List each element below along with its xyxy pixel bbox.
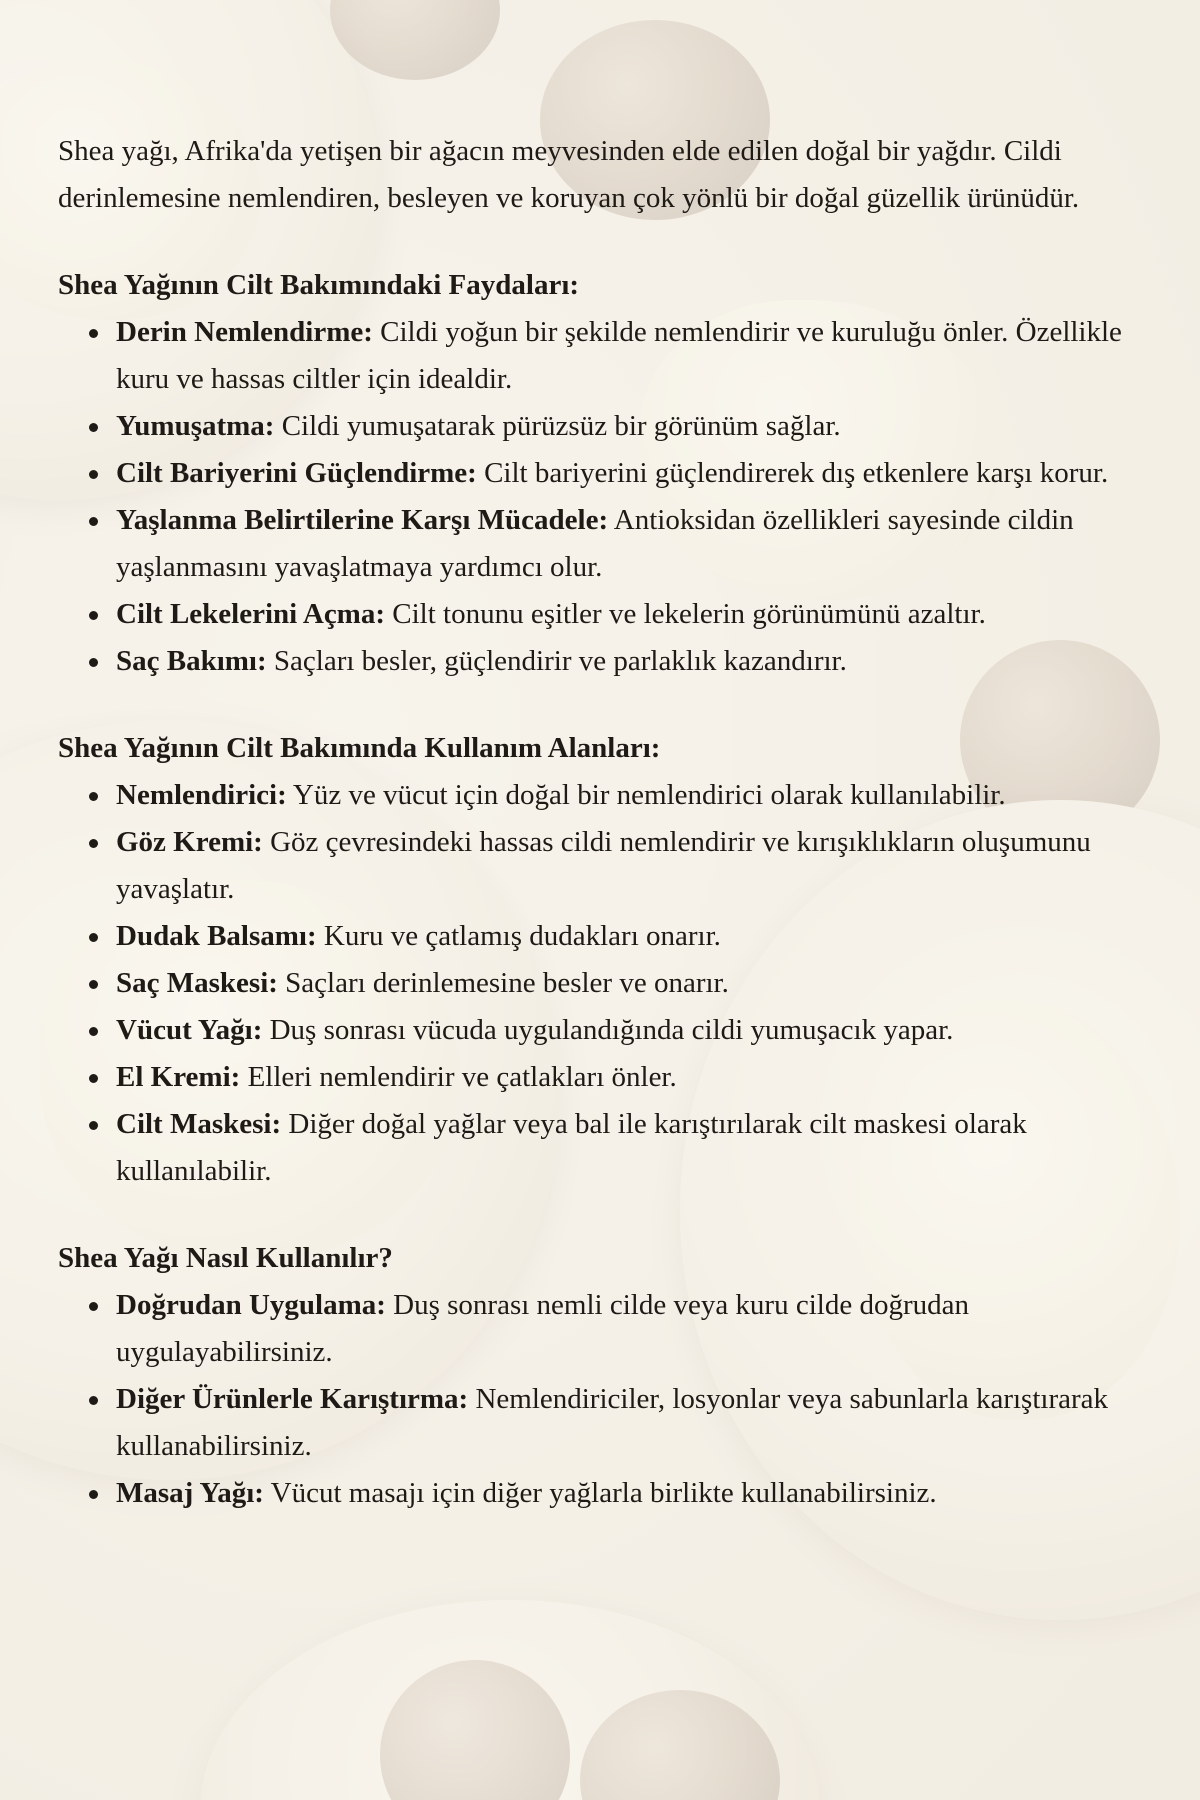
list-item	[116, 497, 1148, 591]
item-term: Yaşlanma Belirtilerine Karşı Mücadele:	[116, 504, 609, 536]
section-heading-how-to-use: Shea Yağı Nasıl Kullanılır?	[58, 1242, 393, 1274]
list-item	[116, 450, 1148, 497]
item-term: El Kremi:	[116, 1061, 241, 1093]
item-term: Saç Bakımı:	[116, 645, 267, 677]
item-term: Göz Kremi:	[116, 826, 263, 858]
item-term: Derin Nemlendirme:	[116, 316, 373, 348]
item-text: Cilt tonunu eşitler ve lekelerin görünümünü azaltır.	[385, 598, 986, 630]
item-text: Saçları derinlemesine besler ve onarır.	[277, 967, 729, 999]
item-text: Diğer doğal yağlar veya bal ile karıştırılarak cilt maskesi olarak kullanılabilir.	[116, 1108, 1027, 1187]
list-item	[116, 403, 1148, 450]
article-content	[58, 128, 1148, 1517]
item-term: Cilt Maskesi:	[116, 1108, 282, 1140]
item-text: Yüz ve vücut için doğal bir nemlendirici olarak kullanılabilir.	[286, 779, 1006, 811]
item-text: Cildi yumuşatarak pürüzsüz bir görünüm sağlar.	[274, 410, 841, 442]
item-text: Duş sonrası vücuda uygulandığında cildi yumuşacık yapar.	[262, 1014, 954, 1046]
list-item	[116, 772, 1148, 819]
item-text: Cilt bariyerini güçlendirerek dış etkenlere karşı korur.	[476, 457, 1109, 489]
item-text: Göz çevresindeki hassas cildi nemlendirir ve kırışıklıkların oluşumunu yavaşlatır.	[116, 826, 1091, 905]
list-item	[116, 1007, 1148, 1054]
item-term: Cilt Lekelerini Açma:	[116, 598, 386, 630]
section-heading-uses: Shea Yağının Cilt Bakımında Kullanım Alanları:	[58, 732, 661, 764]
list-item	[116, 819, 1148, 913]
item-term: Vücut Yağı:	[116, 1014, 263, 1046]
item-term: Masaj Yağı:	[116, 1477, 264, 1509]
list-item	[116, 1376, 1148, 1470]
list-item	[116, 591, 1148, 638]
how-to-use-list	[58, 1282, 1148, 1517]
item-term: Saç Maskesi:	[116, 967, 278, 999]
list-item	[116, 1282, 1148, 1376]
item-text: Saçları besler, güçlendirir ve parlaklık kazandırır.	[266, 645, 847, 677]
list-item	[116, 1470, 1148, 1517]
item-term: Nemlendirici:	[116, 779, 287, 811]
item-text: Elleri nemlendirir ve çatlakları önler.	[240, 1061, 677, 1093]
benefits-list	[58, 309, 1148, 685]
uses-list	[58, 772, 1148, 1195]
item-term: Dudak Balsamı:	[116, 920, 317, 952]
list-item	[116, 638, 1148, 685]
list-item	[116, 913, 1148, 960]
item-text: Cildi yoğun bir şekilde nemlendirir ve kuruluğu önler. Özellikle kuru ve hassas ciltler için idealdir.	[116, 316, 1122, 395]
item-text: Duş sonrası nemli cilde veya kuru cilde doğrudan uygulayabilirsiniz.	[116, 1289, 969, 1368]
item-term: Cilt Bariyerini Güçlendirme:	[116, 457, 477, 489]
item-text: Vücut masajı için diğer yağlarla birlikte kullanabilirsiniz.	[263, 1477, 937, 1509]
item-term: Yumuşatma:	[116, 410, 275, 442]
list-item	[116, 309, 1148, 403]
intro-paragraph: Shea yağı, Afrika'da yetişen bir ağacın meyvesinden elde edilen doğal bir yağdır. Cildi derinlemesine nemlendiren, besleyen ve koruyan çok yönlü bir doğal güzellik ürünüdür.	[58, 135, 1080, 214]
item-text: Kuru ve çatlamış dudakları onarır.	[316, 920, 721, 952]
section-heading-benefits: Shea Yağının Cilt Bakımındaki Faydaları:	[58, 269, 580, 301]
item-text: Nemlendiriciler, losyonlar veya sabunlarla karıştırarak kullanabilirsiniz.	[116, 1383, 1109, 1462]
item-term: Doğrudan Uygulama:	[116, 1289, 386, 1321]
list-item	[116, 1054, 1148, 1101]
item-term: Diğer Ürünlerle Karıştırma:	[116, 1383, 469, 1415]
item-text: Antioksidan özellikleri sayesinde cildin yaşlanmasını yavaşlatmaya yardımcı olur.	[116, 504, 1074, 583]
list-item	[116, 960, 1148, 1007]
list-item	[116, 1101, 1148, 1195]
